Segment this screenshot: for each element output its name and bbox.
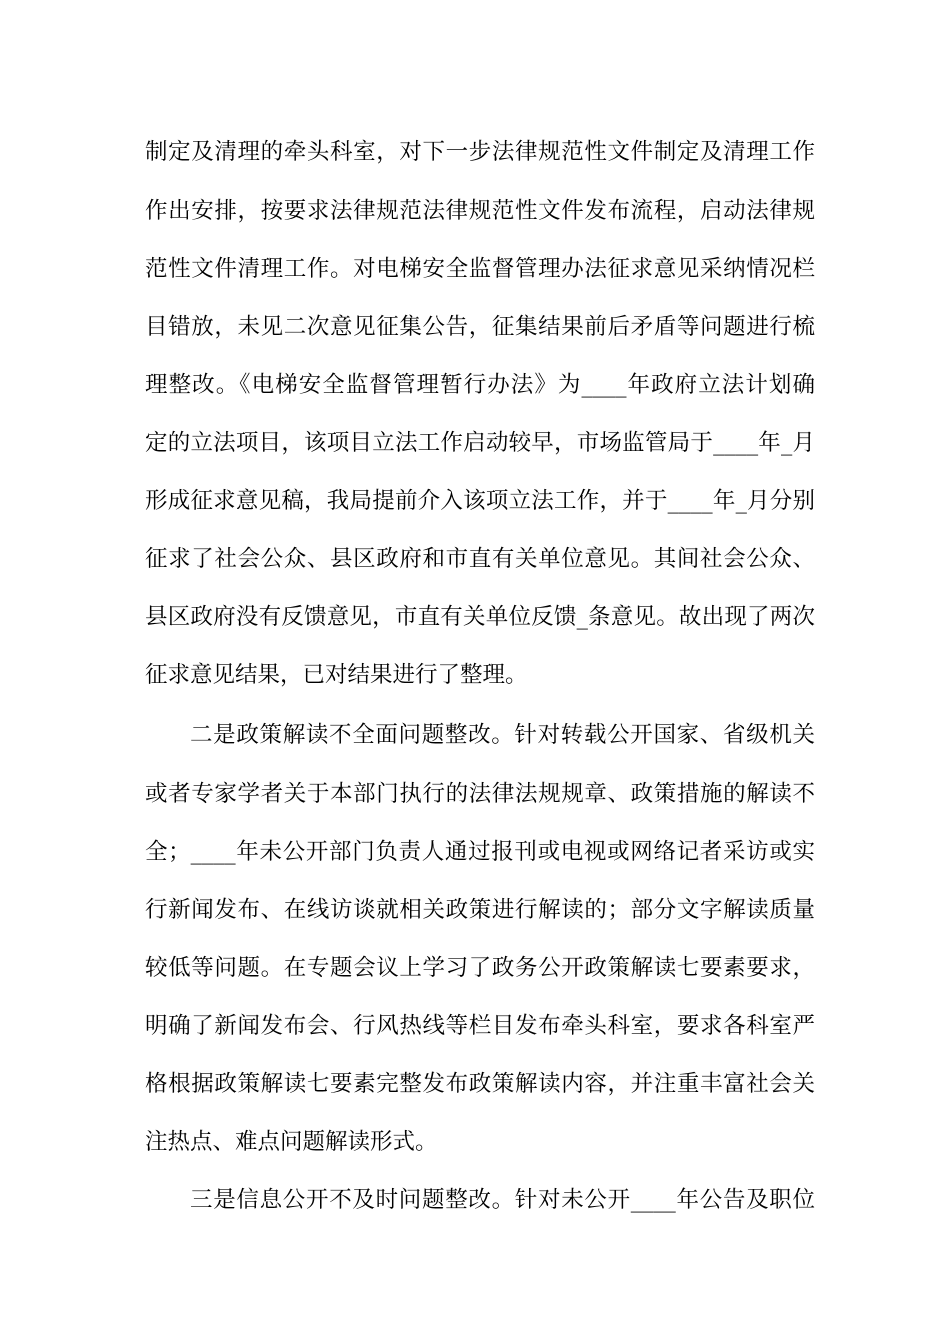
paragraph-line: 征求意见结果，已对结果进行了整理。 <box>145 662 528 688</box>
paragraph-line: 行新闻发布、在线访谈就相关政策进行解读的；部分文字解读质量 <box>145 897 815 923</box>
paragraph-line: 征求了社会公众、县区政府和市直有关单位意见。其间社会公众、 <box>145 546 815 572</box>
paragraph-line: 或者专家学者关于本部门执行的法律法规规章、政策措施的解读不 <box>145 781 815 807</box>
paragraph-line: 注热点、难点问题解读形式。 <box>145 1129 438 1155</box>
paragraph-first-line: 三是信息公开不及时问题整改。针对未公开____年公告及职位 <box>190 1187 815 1213</box>
paragraph-line: 理整改。《电梯安全监督管理暂行办法》为____年政府立法计划确 <box>145 372 815 398</box>
paragraph-first-line: 二是政策解读不全面问题整改。针对转载公开国家、省级机关 <box>190 722 815 748</box>
paragraph-line: 明确了新闻发布会、行风热线等栏目发布牵头科室，要求各科室严 <box>145 1013 815 1039</box>
paragraph-line: 较低等问题。在专题会议上学习了政务公开政策解读七要素要求， <box>145 955 815 981</box>
paragraph-line: 县区政府没有反馈意见，市直有关单位反馈_条意见。故出现了两次 <box>145 604 815 630</box>
paragraph-line: 制定及清理的牵头科室，对下一步法律规范性文件制定及清理工作 <box>145 139 815 165</box>
paragraph-line: 作出安排，按要求法律规范法律规范性文件发布流程，启动法律规 <box>145 198 815 224</box>
paragraph-line: 定的立法项目，该项目立法工作启动较早，市场监管局于____年_月 <box>145 430 815 456</box>
paragraph-line: 形成征求意见稿，我局提前介入该项立法工作，并于____年_月分别 <box>145 488 815 514</box>
paragraph-line: 格根据政策解读七要素完整发布政策解读内容，并注重丰富社会关 <box>145 1071 815 1097</box>
paragraph-line: 目错放，未见二次意见征集公告，征集结果前后矛盾等问题进行梳 <box>145 314 815 340</box>
paragraph-line: 范性文件清理工作。对电梯安全监督管理办法征求意见采纳情况栏 <box>145 256 815 282</box>
paragraph-line: 全；____年未公开部门负责人通过报刊或电视或网络记者采访或实 <box>145 839 815 865</box>
